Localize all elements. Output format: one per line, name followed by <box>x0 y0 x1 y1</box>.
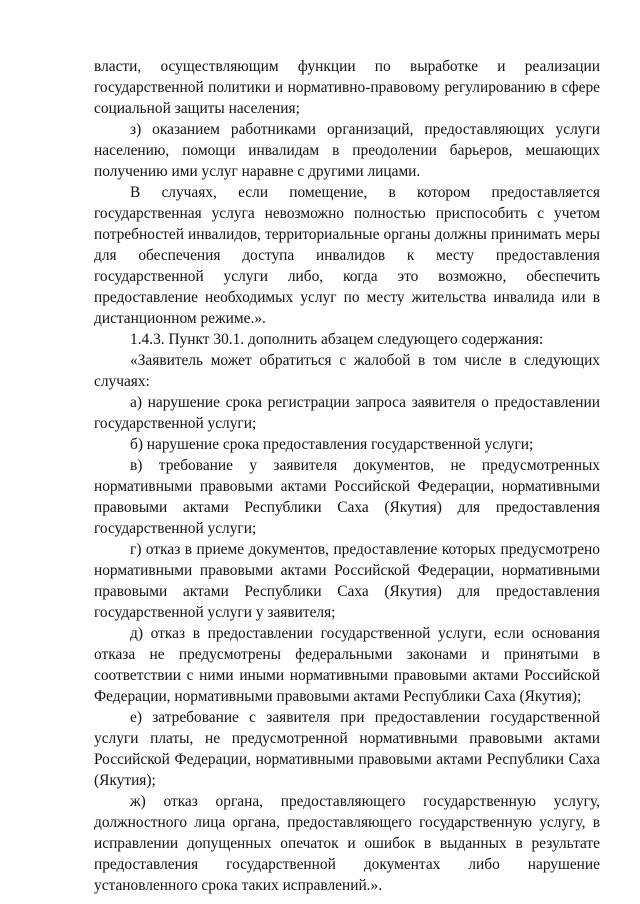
paragraph-item-zh: ж) отказ органа, предоставляющего государственную услугу, должностного лица органа, предоставляющего государственную услугу, в исправлении допущенных опечаток и ошибок в выданных в результате предоставления государственной документах либо нарушение установленного срока таких исправлений.». <box>94 793 600 894</box>
paragraph-item-g: г) отказ в приеме документов, предоставление которых предусмотрено нормативными правовыми актами Российской Федерации, нормативными правовыми актами Республики Саха (Якутия) для предоставления государственной услуги у заявителя; <box>94 541 600 621</box>
paragraph-accessibility-cases: В случаях, если помещение, в котором предоставляется государственная услуга невозможно полностью приспособить с учетом потребностей инвалидов, территориальные органы должны принимать меры для обеспечения доступа инвалидов к месту предоставления государственной услуги либо, когда это возможно, обеспечить предоставление необходимых услуг по месту жительства инвалида или в дистанционном режиме.». <box>94 184 600 327</box>
paragraph-item-d: д) отказ в предоставлении государственной услуги, если основания отказа не предусмотрены федеральными законами и принятыми в соответствии с ними иными нормативными правовыми актами Российской Федерации, нормативными правовыми актами Республики Саха (Якутия); <box>94 625 600 705</box>
paragraph-item-b: б) нарушение срока предоставления государственной услуги; <box>130 436 534 453</box>
paragraph-item-v: в) требование у заявителя документов, не предусмотренных нормативными правовыми актами Российской Федерации, нормативными правовыми актами Республики Саха (Якутия) для предоставления государственной услуги; <box>94 457 600 537</box>
paragraph-amendment-1-4-3: 1.4.3. Пункт 30.1. дополнить абзацем следующего содержания: <box>130 331 544 348</box>
document-body <box>94 56 600 896</box>
paragraph-complaint-intro: «Заявитель может обратиться с жалобой в том числе в следующих случаях: <box>94 352 600 390</box>
paragraph-authority-continuation: власти, осуществляющим функции по выработке и реализации государственной политики и нормативно-правовому регулированию в сфере социальной защиты населения; <box>94 58 600 117</box>
paragraph-item-e: е) затребование с заявителя при предоставлении государственной услуги платы, не предусмотренной нормативными правовыми актами Российской Федерации, нормативными правовыми актами Республики Саха (Якутия); <box>94 709 600 789</box>
paragraph-item-a: а) нарушение срока регистрации запроса заявителя о предоставлении государственной услуги; <box>94 394 600 432</box>
paragraph-item-z: з) оказанием работниками организаций, предоставляющих услуги населению, помощи инвалидам в преодолении барьеров, мешающих получению ими услуг наравне с другими лицами. <box>94 121 600 180</box>
